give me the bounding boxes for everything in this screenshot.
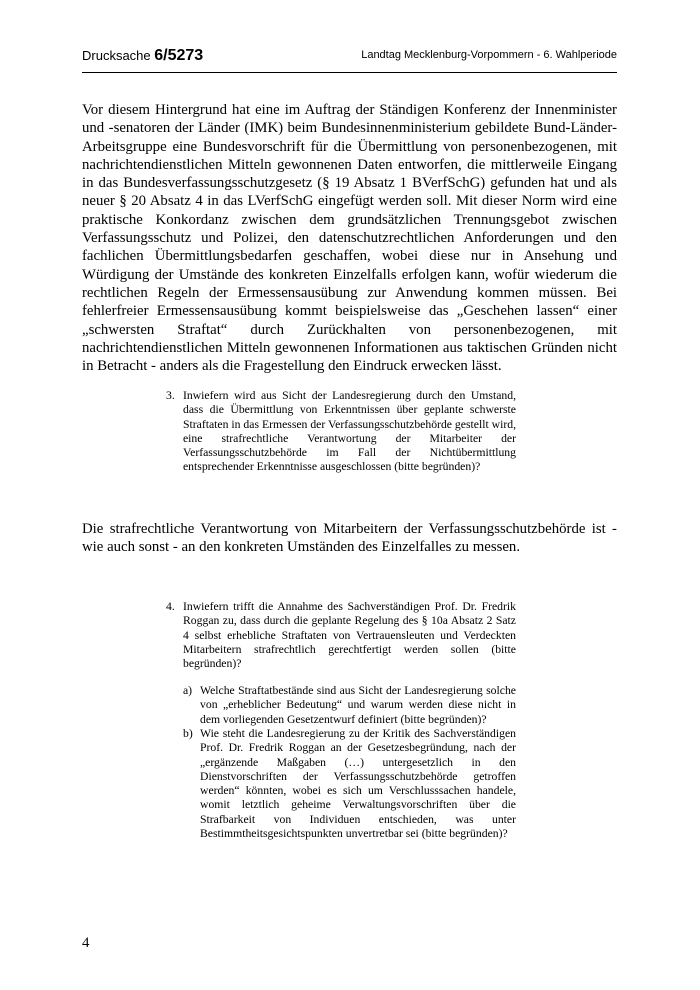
body-paragraph: Vor diesem Hintergrund hat eine im Auftrag der Ständigen Konferenz der Innenminister und -senatoren der Länder (IMK) beim Bundesinnenministerium gebildete Bund-Länder-Arbeitsgruppe eine Bundesvorschrift für die Übermittlung von personenbezogenen, mit nachrichtendienstlichen Mitteln gewonnenen Daten entworfen, die mittlerweile Eingang in das Bundesverfassungsschutzgesetz (§ 19 Absatz 1 BVerfSchG) gefunden hat und als neuer § 20 Absatz 4 in das LVerfSchG eingefügt werden soll. Mit dieser Norm wird eine praktische Konkordanz zwischen dem grundsätzlichen Trennungsgebot zwischen Verfassungsschutz und Polizei, den datenschutzrechtlichen Anforderungen und den fachlichen Übermittlungsbedarfen geschaffen, wobei diese nur in Ansehung und Würdigung der Umstände des konkreten Einzelfalls erfolgen kann, wofür wiederum die rechtlichen Regeln der Ermessensausübung zur Anwendung kommen müssen. Bei fehlerfreier Ermessensausübung kommt beispielsweise das „Geschehen lassen“ einer „schwersten Straftat“ durch Zurückhalten von personenbezogenen, mit nachrichtendienstlichen Mitteln gewonnenen Informationen aus taktischen Gründen nicht in Betracht - anders als die Fragestellung den Eindruck erwecken lässt. bbox=[82, 102, 617, 375]
question-4-text: Inwiefern trifft die Annahme des Sachverständigen Prof. Dr. Fredrik Roggan zu, dass durch die geplante Regelung des § 10a Absatz 2 Satz 4 selbst erhebliche Straftaten von Vertrauensleuten und Verdeckten Mitarbeitern strafrechtlich gerechtfertigt werden sollen (bitte begründen)? bbox=[183, 600, 516, 671]
sub-a-text: Welche Straftatbestände sind aus Sicht der Landesregierung solche von „erheblicher Bedeutung“ und warum werden diese nicht in dem vorliegenden Gesetzentwurf definiert (bitte begründen)? bbox=[200, 684, 516, 726]
page-header bbox=[82, 43, 617, 67]
header-divider bbox=[82, 72, 617, 73]
question-4-sub-a bbox=[183, 684, 516, 727]
sub-b-label: b) bbox=[183, 727, 193, 740]
question-3 bbox=[166, 389, 516, 475]
question-3-text: Inwiefern wird aus Sicht der Landesregierung durch den Umstand, dass die Übermittlung von Erkenntnissen über geplante schwerste Straftaten in das Ermessen der Verfassungsschutzbehörde gestellt wird, eine strafrechtliche Verantwortung der Mitarbeiter der Verfassungsschutzbehörde im Fall der Nichtübermittlung entsprechender Erkenntnisse ausgeschlossen (bitte begründen)? bbox=[183, 389, 516, 474]
sub-b-text: Wie steht die Landesregierung zu der Kritik des Sachverständigen Prof. Dr. Fredrik Roggan an der Gesetzesbegründung, nach der „ergänzende Maßgaben (…) untergesetzlich in den Dienstvorschriften der Verfassungsschutzbehörde getroffen werden“ könnten, wobei es sich um Verschlusssachen handele, womit letztlich geheime Verwaltungsvorschriften über die Strafbarkeit von Individuen entschieden, was unter Bestimmtheitsgesichtspunkten unvertretbar sei (bitte begründen)? bbox=[200, 727, 516, 841]
answer-3: Die strafrechtliche Verantwortung von Mitarbeitern der Verfassungsschutzbehörde ist - wie auch sonst - an den konkreten Umständen des Einzelfalles zu messen. bbox=[82, 521, 617, 556]
sub-a-label: a) bbox=[183, 684, 193, 697]
question-3-number: 3. bbox=[166, 389, 175, 402]
question-4-sub-b bbox=[183, 727, 516, 841]
parliament-period: Landtag Mecklenburg-Vorpommern - 6. Wahlperiode bbox=[361, 49, 617, 61]
page-number: 4 bbox=[82, 935, 90, 951]
document-label bbox=[82, 47, 203, 65]
question-4 bbox=[166, 600, 516, 671]
question-4-number: 4. bbox=[166, 600, 175, 613]
document-label-text: Drucksache bbox=[82, 48, 151, 63]
document-number: 6/5273 bbox=[154, 47, 204, 64]
